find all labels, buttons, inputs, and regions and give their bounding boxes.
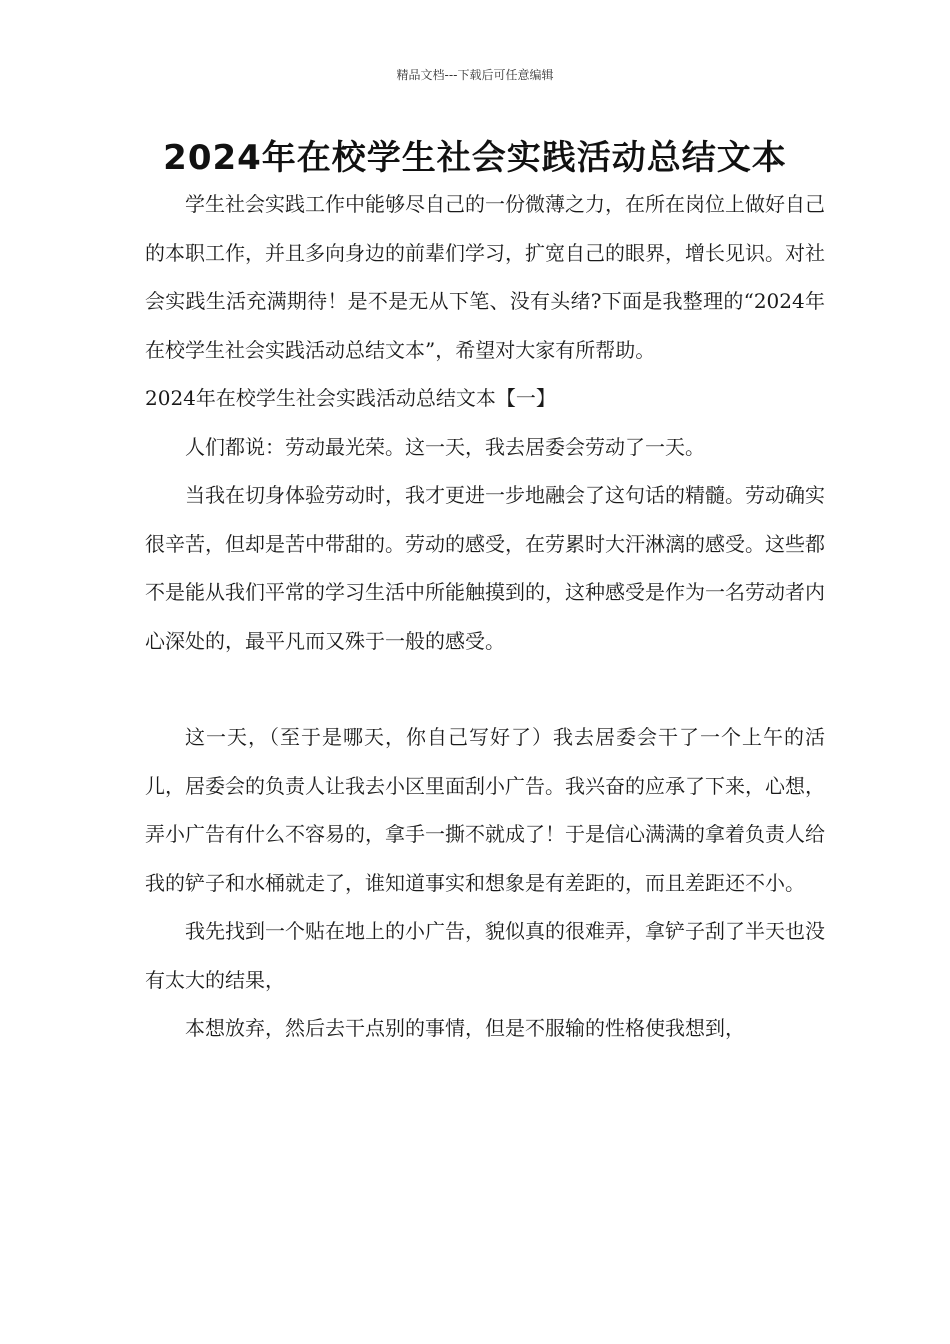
body-paragraph: 我先找到一个贴在地上的小广告，貌似真的很难弄，拿铲子刮了半天也没有太大的结果，: [145, 919, 825, 992]
body-paragraph: 这一天，（至于是哪天，你自己写好了）我去居委会干了一个上午的活儿，居委会的负责人让我去小区里面刮小广告。我兴奋的应承了下来，心想，弄小广告有什么不容易的，拿手一撕不就成了！于是信心满满的拿着负责人给我的铲子和水桶就走了，谁知道事实和想象是有差距的，而且差距还不小。: [145, 725, 825, 895]
blank-line: [145, 665, 825, 713]
section-heading: 2024年在校学生社会实践活动总结文本【一】: [145, 386, 556, 410]
header-note: 精品文档---下载后可任意编辑: [396, 68, 554, 82]
body-paragraph: 人们都说：劳动最光荣。这一天，我去居委会劳动了一天。: [185, 434, 705, 459]
document-body: [145, 180, 825, 1053]
body-paragraph: 本想放弃，然后去干点别的事情，但是不服输的性格使我想到，: [185, 1016, 745, 1040]
body-paragraph: 当我在切身体验劳动时，我才更进一步地融会了这句话的精髓。劳动确实很辛苦，但却是苦中带甜的。劳动的感受，在劳累时大汗淋漓的感受。这些都不是能从我们平常的学习生活中所能触摸到的，这种感受是作为一名劳动者内心深处的，最平凡而又殊于一般的感受。: [145, 483, 825, 653]
document-title: 2024年在校学生社会实践活动总结文本: [163, 138, 787, 178]
intro-paragraph: 学生社会实践工作中能够尽自己的一份微薄之力，在所在岗位上做好自己的本职工作，并且多向身边的前辈们学习，扩宽自己的眼界，增长见识。对社会实践生活充满期待！是不是无从下笔、没有头绪?下面是我整理的“2024年在校学生社会实践活动总结文本”，希望对大家有所帮助。: [145, 192, 825, 362]
